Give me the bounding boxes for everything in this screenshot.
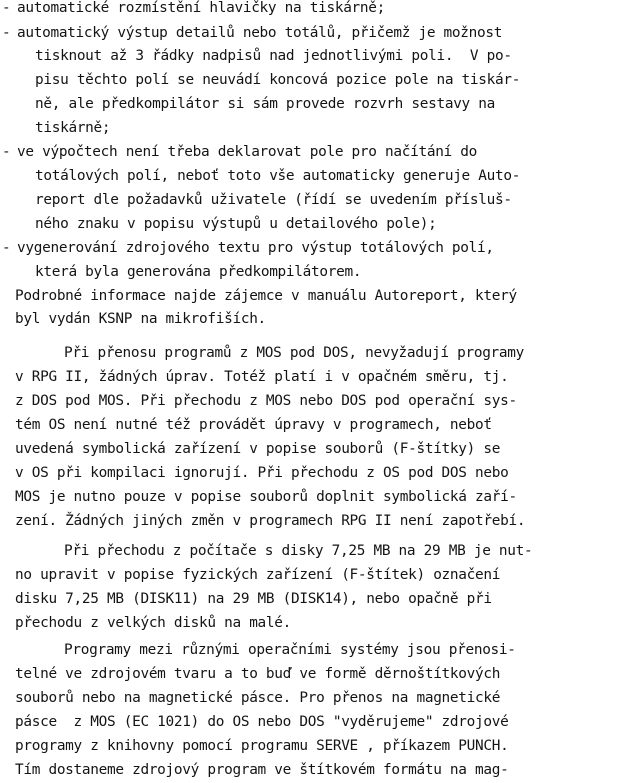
paragraph-1-line-1: Podrobné informace najde zájemce v manuálu Autoreport, který	[15, 288, 517, 304]
paragraph-2-line-4: tém OS není nutné též provádět úpravy v programech, neboť	[15, 417, 492, 433]
paragraph-4-line-5: programy z knihovny pomocí programu SERVE , příkazem PUNCH.	[15, 738, 509, 754]
paragraph-2-line-5: uvedená symbolická zařízení v popise souborů (F-štítky) se	[15, 441, 501, 457]
paragraph-4-line-3: souborů nebo na magnetické pásce. Pro přenos na magnetické	[15, 690, 501, 706]
paragraph-4-line-4: pásce z MOS (EC 1021) do OS nebo DOS "vyděrujeme" zdrojové	[15, 714, 509, 730]
paragraph-2-line-3: z DOS pod MOS. Při přechodu z MOS nebo DOS pod operační sys-	[15, 393, 517, 409]
paragraph-2-line-8: zení. Žádných jiných změn v programech RPG II není zapotřebí.	[15, 513, 526, 529]
bullet-2-line-2: tisknout až 3 řádky nadpisů nad jednotlivými poli. V po-	[35, 48, 512, 64]
bullet-3-line-2: totálových polí, neboť toto vše automaticky generuje Auto-	[35, 168, 521, 184]
bullet-3-line-3: report dle požadavků uživatele (řídí se uvedením přísluš-	[35, 192, 512, 208]
bullet-2-line-3: pisu těchto polí se neuvádí koncová pozice pole na tiskár-	[35, 72, 521, 88]
paragraph-2-line-7: MOS je nutno pouze v popise souborů doplnit symbolická zaří-	[15, 489, 517, 505]
paragraph-3-line-3: disku 7,25 MB (DISK11) na 29 MB (DISK14), nebo opačně při	[15, 591, 492, 607]
bullet-dash: -	[2, 25, 11, 41]
bullet-3-line-4: ného znaku v popisu výstupů u detailového pole);	[35, 216, 437, 232]
bullet-2-line-1: automatický výstup detailů nebo totálů, přičemž je možnost	[17, 25, 503, 41]
paragraph-2-line-2: v RPG II, žádných úprav. Totéž platí i v opačném směru, tj.	[15, 369, 509, 385]
paragraph-4-line-6: Tím dostaneme zdrojový program ve štítkovém formátu na mag-	[15, 762, 509, 778]
bullet-dash: -	[2, 144, 11, 160]
paragraph-2-line-6: v OS při kompilaci ignorují. Při přechodu z OS pod DOS nebo	[15, 465, 509, 481]
paragraph-1-line-2: byl vydán KSNP na mikrofiších.	[15, 311, 266, 327]
paragraph-3-line-2: no upravit v popise fyzických zařízení (F-štítek) označení	[15, 567, 501, 583]
paragraph-3-line-4: přechodu z velkých disků na malé.	[15, 615, 292, 631]
bullet-2-line-5: tiskárně;	[35, 120, 111, 136]
bullet-4-line-2: která byla generována předkompilátorem.	[35, 264, 362, 280]
bullet-4-line-1: vygenerování zdrojového textu pro výstup totálových polí,	[17, 240, 494, 256]
bullet-3-line-1: ve výpočtech není třeba deklarovat pole pro načítání do	[17, 144, 478, 160]
paragraph-3-line-1: Při přechodu z počítače s disky 7,25 MB na 29 MB je nut-	[64, 543, 533, 559]
bullet-dash: -	[2, 240, 11, 256]
paragraph-2-line-1: Při přenosu programů z MOS pod DOS, nevyžadují programy	[64, 345, 525, 361]
paragraph-4-line-1: Programy mezi různými operačními systémy jsou přenosi-	[64, 642, 516, 658]
paragraph-4-line-2: telné ve zdrojovém tvaru a to buď ve formě děrnoštítkových	[15, 666, 501, 682]
bullet-2-line-4: ně, ale předkompilátor si sám provede rozvrh sestavy na	[35, 96, 496, 112]
bullet-1-line-1: automatické rozmístění hlavičky na tiskárně;	[17, 0, 386, 16]
bullet-dash: -	[2, 0, 11, 16]
